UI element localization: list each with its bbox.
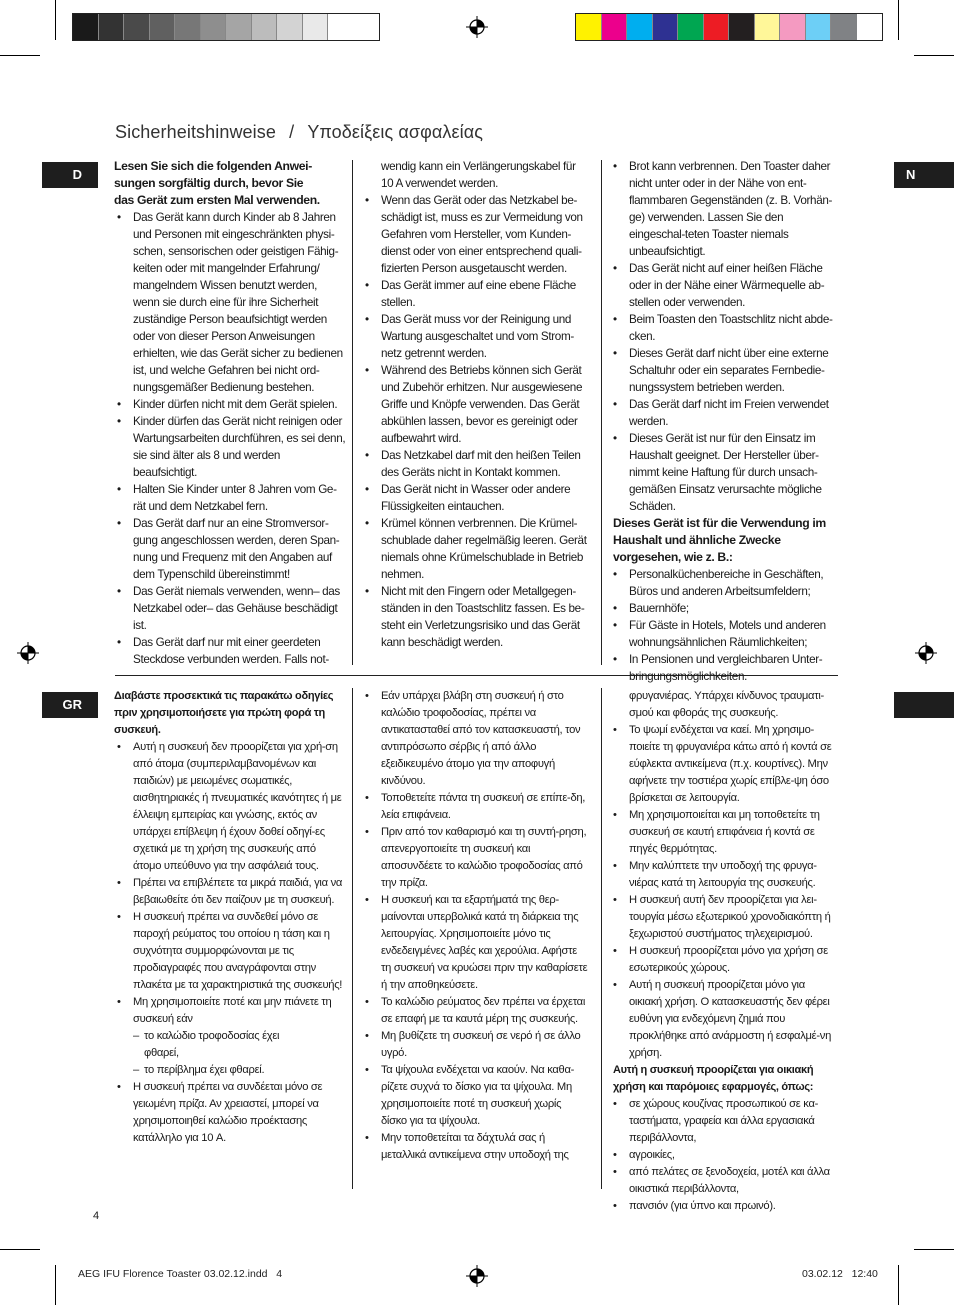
column-divider xyxy=(352,688,353,1189)
list-item: • από πελάτες σε ξενοδοχεία, μοτέλ και άλλα οικιστικά περιβάλλοντα, xyxy=(610,1164,840,1198)
de-usage-heading: Dieses Gerät ist für die Verwendung im Haushalt und ähnliche Zwecke vorgesehen, wie z. B.: xyxy=(613,516,826,564)
gray-swatch xyxy=(328,14,354,40)
list-item: • Das Gerät niemals verwenden, wenn– das Netzkabel oder– das Gehäuse beschädigt ist. xyxy=(114,583,346,634)
page-title xyxy=(115,122,483,143)
footer-file-info: AEG IFU Florence Toaster 03.02.12.indd 4 xyxy=(78,1268,283,1280)
list-item: • σε χώρους κουζίνας προσωπικού σε κα-ταστήματα, γραφεία και άλλα εργασιακά περιβάλλοντα, xyxy=(610,1096,840,1147)
list-item: • Das Gerät kann durch Kinder ab 8 Jahren und Personen mit eingeschränkten physi-schen, sensorischen oder geistigen Fähig-keiten oder mit mangelnder Erfahrung/ mangelndem Wissen benutzt werden, wenn sie durch eine für ihre Sicherheit zuständige Person beaufsichtigt werden oder von dieser Person Anweisungen erhielten, wie das Gerät sicher zu bedienen ist, und welche Gefahren bei nicht ord-nungsgemäßer Bedienung bestehen. xyxy=(114,209,346,396)
gr-column-2 xyxy=(362,688,589,1164)
registration-mark-icon xyxy=(915,642,937,664)
list-item: • Bauernhöfe; xyxy=(610,600,840,617)
title-german: Sicherheitshinweise xyxy=(115,122,276,142)
crop-mark xyxy=(55,1265,56,1305)
list-item: • Η συσκευή προορίζεται μόνο για χρήση σε εσωτερικούς χώρους. xyxy=(610,943,840,977)
language-tab-gr-right xyxy=(894,692,954,718)
grayscale-color-bar xyxy=(72,13,380,41)
de-column-3 xyxy=(610,158,840,685)
list-item: • Das Gerät darf nur an eine Stromversor-gung angeschlossen werden, deren Span-nung und Frequenz mit den Angaben auf dem Typenschild übereinstimmt! xyxy=(114,515,346,583)
sub-list-item: – το καλώδιο τροφοδοσίας έχει xyxy=(114,1028,346,1045)
list-item: • Μην καλύπτετε την υποδοχή της φρυγα-νιέρας κατά τη λειτουργία της συσκευής. xyxy=(610,858,840,892)
column-divider xyxy=(601,688,602,1189)
list-item: • Dieses Gerät darf nicht über eine externe Schaltuhr oder ein separates Fernbedie-nungssystem betrieben werden. xyxy=(610,345,840,396)
list-item: • Beim Toasten den Toastschlitz nicht abde-cken. xyxy=(610,311,840,345)
list-item: • Das Gerät darf nur mit einer geerdeten Steckdose verbunden werden. Falls not- xyxy=(114,634,346,668)
registration-mark-icon xyxy=(466,1265,488,1287)
list-item: • Kinder dürfen das Gerät nicht reinigen oder Wartungsarbeiten durchführen, es sei denn, sie sind älter als 8 und werden beaufsichtigt. xyxy=(114,413,346,481)
list-item: • πανσιόν (για ύπνο και πρωινό). xyxy=(610,1198,840,1215)
de-list xyxy=(114,209,346,668)
process-color-swatch xyxy=(627,14,653,40)
footer-timestamp: 03.02.12 12:40 xyxy=(802,1268,878,1280)
gray-swatch xyxy=(150,14,176,40)
list-item: • Η συσκευή πρέπει να συνδέεται μόνο σε γειωμένη πρίζα. Αν χρειαστεί, μπορεί να χρησιμοποιηθεί καλώδιο προέκτασης κατάλληλο για 10 A. xyxy=(114,1079,346,1147)
process-color-swatch xyxy=(729,14,755,40)
list-item: • Πρέπει να επιβλέπετε τα μικρά παιδιά, για να βεβαιωθείτε ότι δεν παίζουν με τη συσκευή. xyxy=(114,875,346,909)
crop-mark xyxy=(55,0,56,40)
list-item: • Μην τοποθετείται τα δάχτυλά σας ή μεταλλικά αντικείμενα στην υποδοχή της xyxy=(362,1130,589,1164)
list-item: • Εάν υπάρχει βλάβη στη συσκευή ή στο καλώδιο τροφοδοσίας, πρέπει να αντικατασταθεί από τον κατασκευαστή, τον αντιπρόσωπο σέρβις ή από άλλο εξειδικευμένο άτομο για την αποφυγή κινδύνου. xyxy=(362,688,589,790)
list-item: • Wenn das Gerät oder das Netzkabel be-schädigt ist, muss es zur Vermeidung von Gefahren vom Hersteller, vom Kunden-dienst oder von einer entsprechend quali-fizierten Person ausgetauscht werden. xyxy=(362,192,589,277)
gr-list xyxy=(114,1079,346,1147)
gray-swatch xyxy=(303,14,329,40)
sub-list-item: – το περίβλημα έχει φθαρεί. xyxy=(114,1062,346,1079)
list-item: • Τοποθετείτε πάντα τη συσκευή σε επίπε-δη, λεία επιφάνεια. xyxy=(362,790,589,824)
de-list xyxy=(362,158,589,651)
process-color-bar xyxy=(575,13,883,41)
process-color-swatch xyxy=(831,14,857,40)
list-item: • Μη βυθίζετε τη συσκευή σε νερό ή σε άλλο υγρό. xyxy=(362,1028,589,1062)
crop-mark xyxy=(914,1249,954,1250)
list-item: • Halten Sie Kinder unter 8 Jahren vom Ge-rät und dem Netzkabel fern. xyxy=(114,481,346,515)
gray-swatch xyxy=(73,14,99,40)
gray-swatch xyxy=(124,14,150,40)
gr-list xyxy=(114,739,346,1028)
list-item: • Während des Betriebs können sich Gerät und Zubehör erhitzen. Nur ausgewiesene Griffe und Knöpfe verwenden. Das Gerät abkühlen lassen, bevor es gereinigt oder aufbewahrt wird. xyxy=(362,362,589,447)
list-item: • Brot kann verbrennen. Den Toaster daher nicht unter oder in der Nähe von ent-flammbaren Gegenständen (z. B. Vorhän-ge) verwenden. Lassen Sie den eingeschal-teten Toaster niemals unbeaufsichtigt. xyxy=(610,158,840,260)
process-color-swatch xyxy=(755,14,781,40)
gr-list xyxy=(610,688,840,1062)
gray-swatch xyxy=(175,14,201,40)
gr-usage-heading: Αυτή η συσκευή προορίζεται για οικιακή χρήση και παρόμοιες εφαρμογές, όπως: xyxy=(613,1064,814,1093)
registration-mark-icon xyxy=(466,16,488,38)
list-item: • Η συσκευή πρέπει να συνδεθεί μόνο σε παροχή ρεύματος του οποίου η τάση και η συχνότητα συμμορφώνονται με τις προδιαγραφές που αναγράφονται στην πλακέτα με τα χαρακτηριστικά της συσκευής! xyxy=(114,909,346,994)
column-divider xyxy=(352,160,353,665)
list-item-continuation: wendig kann ein Verlängerungskabel für 10 A verwendet werden. xyxy=(381,160,576,190)
registration-mark-icon xyxy=(17,642,39,664)
list-item: • Das Gerät nicht auf einer heißen Fläche oder in der Nähe einer Wärmequelle ab-stellen oder verwenden. xyxy=(610,260,840,311)
process-color-swatch xyxy=(704,14,730,40)
list-item: • Μη χρησιμοποιείται και μη τοποθετείτε τη συσκευή σε καυτή επιφάνεια ή κοντά σε πηγές θερμότητας. xyxy=(610,807,840,858)
page-number: 4 xyxy=(93,1210,100,1222)
list-item: • Πριν από τον καθαρισμό και τη συντή-ρηση, απενεργοποιείτε τη συσκευή και αποσυνδέετε το καλώδιο τροφοδοσίας από την πρίζα. xyxy=(362,824,589,892)
process-color-swatch xyxy=(806,14,832,40)
gr-intro-heading: Διαβάστε προσεκτικά τις παρακάτω οδηγίες πριν χρησιμοποιήσετε για πρώτη φορά τη συσκευή. xyxy=(114,690,334,736)
gr-column-1 xyxy=(114,688,346,1147)
title-separator: / xyxy=(289,122,295,142)
column-divider xyxy=(601,160,602,665)
process-color-swatch xyxy=(653,14,679,40)
process-color-swatch xyxy=(780,14,806,40)
gray-swatch xyxy=(226,14,252,40)
de-column-2 xyxy=(362,158,589,651)
de-intro-heading: Lesen Sie sich die folgenden Anwei- sungen sorgfältig durch, bevor Sie das Gerät zum ersten Mal verwenden. xyxy=(114,159,320,207)
language-tab-gr: GR xyxy=(42,692,98,718)
list-item: • Τα ψίχουλα ενδέχεται να καούν. Να καθα-ρίζετε συχνά το δίσκο για τα ψίχουλα. Μη χρησιμοποιείτε ποτέ τη συσκευή χωρίς δίσκο για τα ψίχουλα. xyxy=(362,1062,589,1130)
de-usage-list xyxy=(610,566,840,685)
gr-list xyxy=(362,688,589,1164)
de-column-1 xyxy=(114,158,346,668)
list-item: • Αυτή η συσκευή προορίζεται μόνο για οικιακή χρήση. Ο κατασκευαστής δεν φέρει ευθύνη για ενδεχόμενη ζημιά που προκλήθηκε από ανάρμοστη ή εσφαλμέ-νη χρήση. xyxy=(610,977,840,1062)
title-greek: Υποδείξεις ασφαλείας xyxy=(307,122,483,142)
list-item: • Krümel können verbrennen. Die Krümel-schublade daher regelmäßig leeren. Gerät niemals ohne Krümelschublade in Betrieb nehmen. xyxy=(362,515,589,583)
gray-swatch xyxy=(201,14,227,40)
list-item: • Η συσκευή και τα εξαρτήματά της θερ-μαίνονται υπερβολικά κατά τη διάρκεια της λειτουργίας. Χρησιμοποιείτε μόνο τις ενδεδειγμένες λαβές και χερούλια. Αφήστε τη συσκευή να κρυώσει πριν την καθαρίσετε ή την αποθηκεύσετε. xyxy=(362,892,589,994)
crop-mark xyxy=(898,0,899,40)
crop-mark xyxy=(914,55,954,56)
language-tab-de: D xyxy=(42,162,98,188)
process-color-swatch xyxy=(576,14,602,40)
list-item: • Το καλώδιο ρεύματος δεν πρέπει να έρχεται σε επαφή με τα καυτά μέρη της συσκευής. xyxy=(362,994,589,1028)
gray-swatch xyxy=(99,14,125,40)
list-item: • Das Gerät nicht in Wasser oder andere Flüssigkeiten eintauchen. xyxy=(362,481,589,515)
process-color-swatch xyxy=(678,14,704,40)
list-item: • αγροικίες, xyxy=(610,1147,840,1164)
gray-swatch xyxy=(277,14,303,40)
list-item: • In Pensionen und vergleichbaren Unter-bringungsmöglichkeiten. xyxy=(610,651,840,685)
list-item: • Αυτή η συσκευή δεν προορίζεται για χρή-ση από άτομα (συμπεριλαμβανομένων και παιδιών) με μειωμένες σωματικές, αισθητηριακές ή πνευματικές ικανότητες ή με έλλειψη εμπειρίας και γνώσης, εκτός αν υπάρχει επίβλεψη ή έχουν δοθεί οδηγί-ες σχετικά με τη χρήση της συσκευής από άτομο υπεύθυνο για την ασφάλειά τους. xyxy=(114,739,346,875)
sub-list-item: φθαρεί, xyxy=(144,1047,179,1059)
de-list xyxy=(610,158,840,515)
gr-column-3 xyxy=(610,688,840,1215)
list-item: • Μη χρησιμοποιείτε ποτέ και μην πιάνετε τη συσκευή εάν xyxy=(114,994,346,1028)
list-item: • Das Gerät darf nicht im Freien verwendet werden. xyxy=(610,396,840,430)
list-item: • Dieses Gerät ist nur für den Einsatz im Haushalt geeignet. Der Hersteller über-nimmt keine Haftung für durch unsach-gemäßen Einsatz verursachte mögliche Schäden. xyxy=(610,430,840,515)
list-item: • Το ψωμί ενδέχεται να καεί. Μη χρησιμο-ποιείτε τη φρυγανιέρα κάτω από ή κοντά σε εύφλεκτα αντικείμενα (π.χ. κουρτίνες). Μην αφήνετε την τοστιέρα χωρίς επίβλε-ψη όσο βρίσκεται σε λειτουργία. xyxy=(610,722,840,807)
list-item: • Das Gerät muss vor der Reinigung und Wartung ausgeschaltet und vom Strom-netz getrennt werden. xyxy=(362,311,589,362)
list-item: • Personalküchenbereiche in Geschäften, Büros und anderen Arbeitsumfeldern; xyxy=(610,566,840,600)
crop-mark xyxy=(0,55,40,56)
list-item: • Für Gäste in Hotels, Motels und anderen wohnungsähnlichen Räumlichkeiten; xyxy=(610,617,840,651)
process-color-swatch xyxy=(602,14,628,40)
gr-usage-list xyxy=(610,1096,840,1215)
language-tab-de-right: N xyxy=(894,162,954,188)
crop-mark xyxy=(898,1265,899,1305)
list-item: • Η συσκευή αυτή δεν προορίζεται για λει-τουργία μέσω εξωτερικού χρονοδιακόπτη ή ξεχωριστού συστήματος τηλεχειρισμού. xyxy=(610,892,840,943)
gray-swatch xyxy=(252,14,278,40)
list-item: • Das Gerät immer auf eine ebene Fläche stellen. xyxy=(362,277,589,311)
list-item-continuation: φρυγανιέρας. Υπάρχει κίνδυνος τραυματι-σμού και φθοράς της συσκευής. xyxy=(629,690,824,719)
list-item: • Kinder dürfen nicht mit dem Gerät spielen. xyxy=(114,396,346,413)
list-item: • Das Netzkabel darf mit den heißen Teilen des Geräts nicht in Kontakt kommen. xyxy=(362,447,589,481)
crop-mark xyxy=(0,1249,40,1250)
list-item: • Nicht mit den Fingern oder Metallgegen-ständen in den Toastschlitz fassen. Es be-steht ein Verletzungsrisiko und das Gerät kann beschädigt werden. xyxy=(362,583,589,651)
